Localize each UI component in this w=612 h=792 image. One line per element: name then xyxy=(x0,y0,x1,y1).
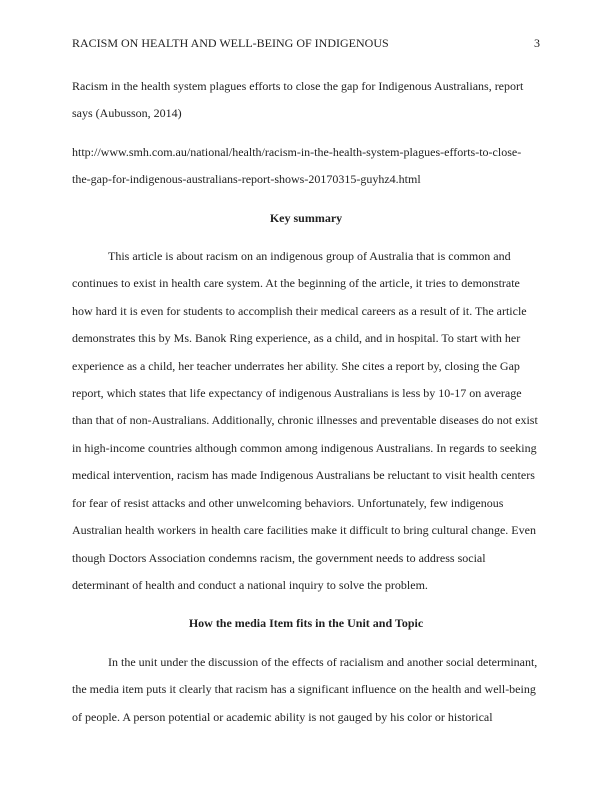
text-line: determinant of health and conduct a national inquiry to solve the problem. xyxy=(72,577,428,592)
section-heading-media-fit: How the media Item fits in the Unit and Topic xyxy=(188,616,424,631)
text-line: the-gap-for-indigenous-australians-report-shows-20170315-guyhz4.html xyxy=(72,172,421,187)
text-line: for fear of resist attacks and other unwelcoming behaviors. Unfortunately, few indigenous xyxy=(72,495,504,510)
text-line: In the unit under the discussion of the effects of racialism and another social determinant, xyxy=(108,654,538,669)
text-line: report, which states that life expectancy of indigenous Australians is less by 10-17 on average xyxy=(72,386,522,401)
page-number: 3 xyxy=(534,36,540,50)
intro-paragraph xyxy=(72,73,540,128)
text-line: in high-income countries although common among indigenous Australians. In regards to seeking xyxy=(72,440,537,455)
text-line: demonstrates this by Ms. Banok Ring experience, as a child, and in hospital. To start with her xyxy=(72,331,521,346)
text-line: though Doctors Association condemns racism, the government needs to address social xyxy=(72,550,486,565)
text-line: how hard it is even for students to accomplish their medical careers as a result of it. The article xyxy=(72,303,527,318)
text-line: continues to exist in health care system. At the beginning of the article, it tries to demonstrate xyxy=(72,276,520,291)
text-line: This article is about racism on an indigenous group of Australia that is common and xyxy=(108,249,511,264)
text-line: than that of non-Australians. Additionally, chronic illnesses and preventable diseases do not exist xyxy=(72,413,538,428)
text-line: medical intervention, racism has made Indigenous Australians be reluctant to visit health centers xyxy=(72,468,535,483)
text-line: the media item puts it clearly that racism has a significant influence on the health and well-being xyxy=(72,682,536,697)
media-fit-paragraph xyxy=(72,649,540,731)
text-line: Racism in the health system plagues efforts to close the gap for Indigenous Australians, report xyxy=(72,79,524,93)
text-line: experience as a child, her teacher underrates her ability. She cites a report by, closing the Gap xyxy=(72,358,520,373)
running-head: RACISM ON HEALTH AND WELL-BEING OF INDIGENOUS xyxy=(72,36,389,50)
article-url-paragraph xyxy=(72,139,540,194)
text-line: http://www.smh.com.au/national/health/racism-in-the-health-system-plagues-efforts-to-close- xyxy=(72,144,522,159)
text-line: says (Aubusson, 2014) xyxy=(72,106,182,121)
text-line: Australian health workers in health care facilities make it difficult to bring cultural change. Even xyxy=(72,523,536,538)
page-header xyxy=(72,37,540,50)
section-heading-key-summary: Key summary xyxy=(269,210,343,225)
text-line: of people. A person potential or academic ability is not gauged by his color or historical xyxy=(72,709,493,724)
key-summary-paragraph xyxy=(72,243,540,599)
